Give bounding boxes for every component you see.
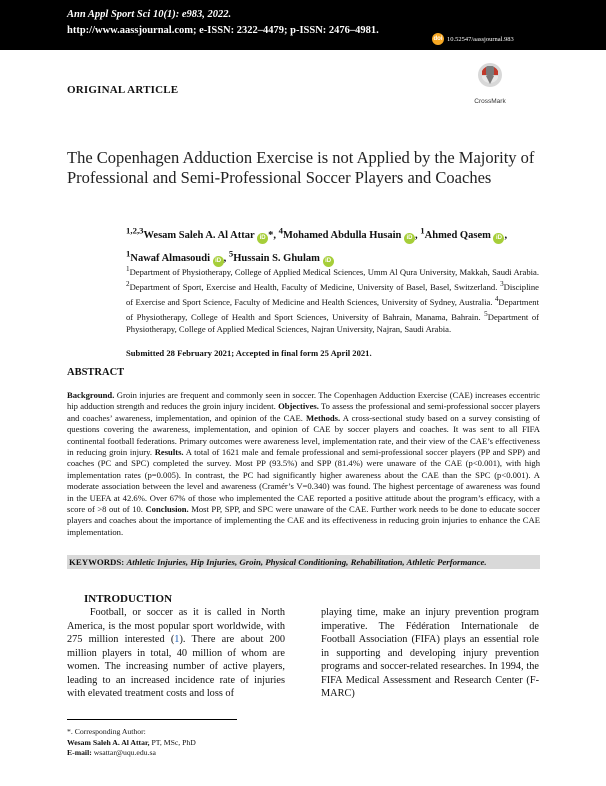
affiliations — [126, 263, 539, 335]
crossmark-label: CrossMark — [474, 98, 506, 105]
results-label: Results. — [154, 447, 184, 458]
objectives-text: To assess the professional and semi-professional soccer players and coaches’ awareness, implementation, and opinion of the CAE. — [67, 401, 540, 423]
methods-text: A cross-sectional study based on a survey consisting of questions covering the awareness, implementation, and opinion of CAE by soccer players and coaches. It was sent to all FIFA continental football federations. Primary outcomes were awareness level, implementation rate, and their view of the CAE’s effectiveness in reducing groin injury. — [67, 412, 541, 458]
author-sep: , — [415, 229, 421, 241]
doi-icon: doi — [432, 33, 444, 45]
author-sup: 1 — [420, 225, 425, 235]
orcid-icon[interactable]: iD — [257, 233, 268, 244]
intro-text: ). There are about 200 million players in total, 40 million of whom are women. The increasing number of active players, leading to an increased incidence rate of injuries with elevated treatment costs and loss of — [67, 634, 285, 699]
author — [278, 225, 421, 241]
introduction-heading: INTRODUCTION — [84, 593, 173, 605]
doi-text: 10.52547/aassjournal.983 — [447, 35, 514, 43]
author-sep: , — [273, 229, 279, 241]
author — [420, 225, 508, 241]
corresponding-mark: * — [268, 229, 274, 241]
author — [126, 225, 279, 241]
submission-dates: Submitted 28 February 2021; Accepted in final form 25 April 2021. — [126, 348, 372, 358]
results-text: A total of 1621 male and female professional and semi-professional soccer players (PP and SPP) and coaches (PC and SPC) completed the survey. Most PP (93.5%) and SPP (81.4%) were unaware of the CAE (p<0.001), with high implementation rates (p=0.005). In contrast, the PC had significantly higher awareness about the CAE than the SPC (p<0.001). A moderate association between the level and awareness (Cramér’s V=0.340) was found. The highest percentage of awareness was found in the UEFA at 42.6%. Over 67% of those who implemented the CAE reported a positive attitude about the program’s efficacy, with a score of >8 out of 10. — [67, 447, 540, 515]
author-name: Nawaf Almasoudi — [130, 253, 211, 264]
author-sup: 5 — [228, 248, 234, 259]
author-sep: , — [504, 229, 508, 241]
email-label: E-mail: — [67, 748, 92, 757]
intro-column-left — [67, 606, 285, 701]
author-sup: 1,2,3 — [126, 225, 144, 235]
crossmark-icon — [477, 62, 503, 92]
orcid-icon[interactable]: iD — [323, 256, 334, 267]
keywords-label: KEYWORDS: — [69, 557, 125, 567]
background-label: Background. — [67, 390, 115, 400]
affiliation: Department of Physiotherapy, College of Health and Sport Sciences, University of Bahrain, Manama, Bahrain. — [126, 296, 539, 323]
corr-credentials: PT, MSc, PhD — [149, 737, 196, 747]
crossmark-badge[interactable] — [470, 62, 510, 105]
keywords-bar — [67, 555, 540, 569]
correspondence-note — [67, 727, 196, 759]
background-text: Groin injuries are frequent and commonly seen in soccer. The Copenhagen Adduction Exercise (CAE) increases eccentric hip adduction strength and reduces the groin injury incident. — [67, 390, 540, 412]
citation-link[interactable]: 1 — [174, 634, 180, 645]
abstract-body — [67, 390, 540, 550]
correspondence-email — [67, 748, 196, 759]
author-name: Mohamed Abdulla Husain — [282, 229, 402, 241]
orcid-icon[interactable]: iD — [213, 256, 224, 267]
affil-sup: 2 — [126, 280, 130, 289]
abstract-heading: ABSTRACT — [67, 367, 125, 378]
methods-label: Methods. — [306, 412, 341, 423]
affiliation: Department of Physiotherapy, College of Applied Medical Sciences, Umm Al Qura University, Makkah, Saudi Arabia. — [129, 266, 539, 277]
affil-sup: 4 — [494, 295, 499, 304]
affil-sup: 3 — [500, 280, 504, 289]
intro-text: Football, or soccer as it is called in North America, is the most popular sport worldwide, with 275 million interested ( — [67, 607, 285, 645]
affiliation: Discipline of Exercise and Sport Science, Faculty of Medicine and Health Sciences, University of Sydney, Australia. — [126, 281, 539, 307]
journal-url-issn[interactable]: http://www.aassjournal.com; e-ISSN: 2322–4479; p-ISSN: 2476–4981. — [67, 25, 379, 36]
affil-sup: 1 — [126, 265, 130, 273]
conclusion-text: Most PP, SPP, and SPC were unaware of the CAE. Further work needs to be done to educate soccer players and coaches about the importance of implementing the CAE and its effectiveness in reducing groin injuries to enhance the CAE implementation. — [67, 504, 540, 537]
orcid-icon[interactable]: iD — [404, 233, 415, 244]
email-address[interactable]: wsattar@uqu.edu.sa — [91, 748, 156, 757]
article-title: The Copenhagen Adduction Exercise is not Applied by the Majority of Professional and Semi-Professional Soccer Players and Coaches — [67, 148, 535, 187]
correspondence-author — [67, 738, 196, 749]
author-name: Ahmed Qasem — [424, 229, 491, 241]
affiliation: Department of Physiotherapy, College of Applied Medical Sciences, Najran University, Najran, Saudi Arabia. — [126, 312, 539, 335]
author-name: Hussain S. Ghulam — [233, 253, 320, 264]
author-sep: , — [223, 253, 229, 264]
author-name: Wesam Saleh A. Al Attar — [143, 229, 255, 241]
conclusion-label: Conclusion. — [145, 504, 189, 515]
journal-header — [0, 0, 606, 50]
affiliation: Department of Sport, Exercise and Health, Faculty of Medicine, University of Basel, Basel, Switzerland. — [129, 281, 501, 292]
affil-sup: 5 — [484, 310, 488, 319]
corr-name: Wesam Saleh A. Al Attar, — [67, 737, 150, 747]
objectives-label: Objectives. — [278, 401, 319, 412]
keywords-text: Athletic Injuries, Hip Injuries, Groin, Physical Conditioning, Rehabilitation, Athletic Performance. — [126, 557, 487, 567]
journal-citation: Ann Appl Sport Sci 10(1): e983, 2022. — [67, 9, 232, 20]
correspondence-label: *. Corresponding Author: — [67, 727, 146, 736]
author-list — [126, 221, 546, 268]
doi-link[interactable] — [432, 33, 514, 45]
orcid-icon[interactable]: iD — [493, 233, 504, 244]
author-sup: 4 — [278, 225, 283, 235]
intro-column-right: playing time, make an injury prevention program imperative. The Fédération Internationale de Football Association (FIFA) plays an essential role in supporting and developing injury prevention programs and soccer-related researches. In 1994, the FIFA Medical Assessment and Research Center (F-MARC) — [321, 607, 539, 699]
author-sup: 1 — [126, 248, 131, 259]
article-type: ORIGINAL ARTICLE — [67, 84, 179, 96]
footnote-divider — [67, 719, 237, 720]
